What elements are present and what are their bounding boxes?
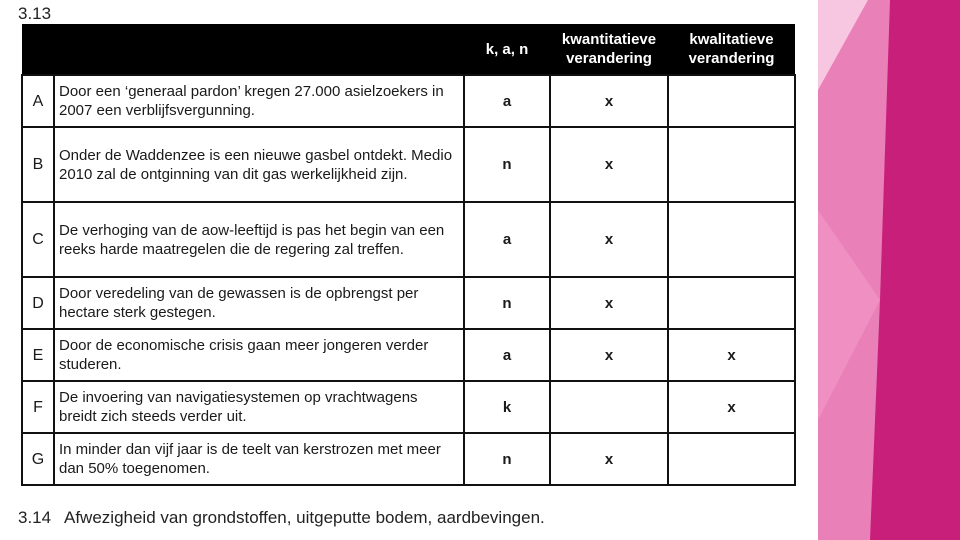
row-quantitative: x <box>550 127 668 202</box>
row-quantitative: x <box>550 329 668 381</box>
header-letter <box>22 24 54 75</box>
row-statement: Door veredeling van de gewassen is de opbrengst per hectare sterk gestegen. <box>54 277 464 329</box>
row-quantitative: x <box>550 277 668 329</box>
row-code: n <box>464 277 550 329</box>
row-letter: C <box>22 202 54 277</box>
exercise-3-14 <box>18 508 545 528</box>
row-statement: Onder de Waddenzee is een nieuwe gasbel ontdekt. Medio 2010 zal de ontginning van dit gas werkelijkheid zijn. <box>54 127 464 202</box>
row-qualitative <box>668 75 795 127</box>
answer-table <box>21 24 796 486</box>
row-code: a <box>464 75 550 127</box>
table-row <box>22 127 795 202</box>
row-code: n <box>464 127 550 202</box>
row-qualitative <box>668 277 795 329</box>
row-statement: In minder dan vijf jaar is de teelt van kerstrozen met meer dan 50% toegenomen. <box>54 433 464 485</box>
header-statement <box>54 24 464 75</box>
exercise-number-3-13: 3.13 <box>18 4 52 23</box>
row-letter: E <box>22 329 54 381</box>
row-quantitative <box>550 381 668 433</box>
row-qualitative <box>668 127 795 202</box>
table-row <box>22 433 795 485</box>
table-header-row <box>22 24 795 75</box>
row-qualitative: x <box>668 381 795 433</box>
header-quantitative: kwantitatieve verandering <box>550 24 668 75</box>
table-row <box>22 329 795 381</box>
row-qualitative <box>668 202 795 277</box>
row-quantitative: x <box>550 202 668 277</box>
row-code: k <box>464 381 550 433</box>
header-kan: k, a, n <box>464 24 550 75</box>
row-letter: D <box>22 277 54 329</box>
row-quantitative: x <box>550 75 668 127</box>
row-letter: G <box>22 433 54 485</box>
exercise-3-14-answer: Afwezigheid van grondstoffen, uitgeputte bodem, aardbevingen. <box>64 508 545 527</box>
row-qualitative <box>668 433 795 485</box>
row-letter: B <box>22 127 54 202</box>
row-statement: Door de economische crisis gaan meer jongeren verder studeren. <box>54 329 464 381</box>
row-letter: F <box>22 381 54 433</box>
header-qualitative: kwalitatieve verandering <box>668 24 795 75</box>
exercise-number-3-14: 3.14 <box>18 508 52 527</box>
row-qualitative: x <box>668 329 795 381</box>
table-row <box>22 277 795 329</box>
row-code: a <box>464 329 550 381</box>
table-row <box>22 202 795 277</box>
table-row <box>22 75 795 127</box>
row-code: a <box>464 202 550 277</box>
row-code: n <box>464 433 550 485</box>
table-row <box>22 381 795 433</box>
row-letter: A <box>22 75 54 127</box>
row-statement: Door een ‘generaal pardon’ kregen 27.000 asielzoekers in 2007 een verblijfsvergunning. <box>54 75 464 127</box>
row-quantitative: x <box>550 433 668 485</box>
row-statement: De verhoging van de aow-leeftijd is pas het begin van een reeks harde maatregelen die de regering zal treffen. <box>54 202 464 277</box>
row-statement: De invoering van navigatiesystemen op vrachtwagens breidt zich steeds verder uit. <box>54 381 464 433</box>
